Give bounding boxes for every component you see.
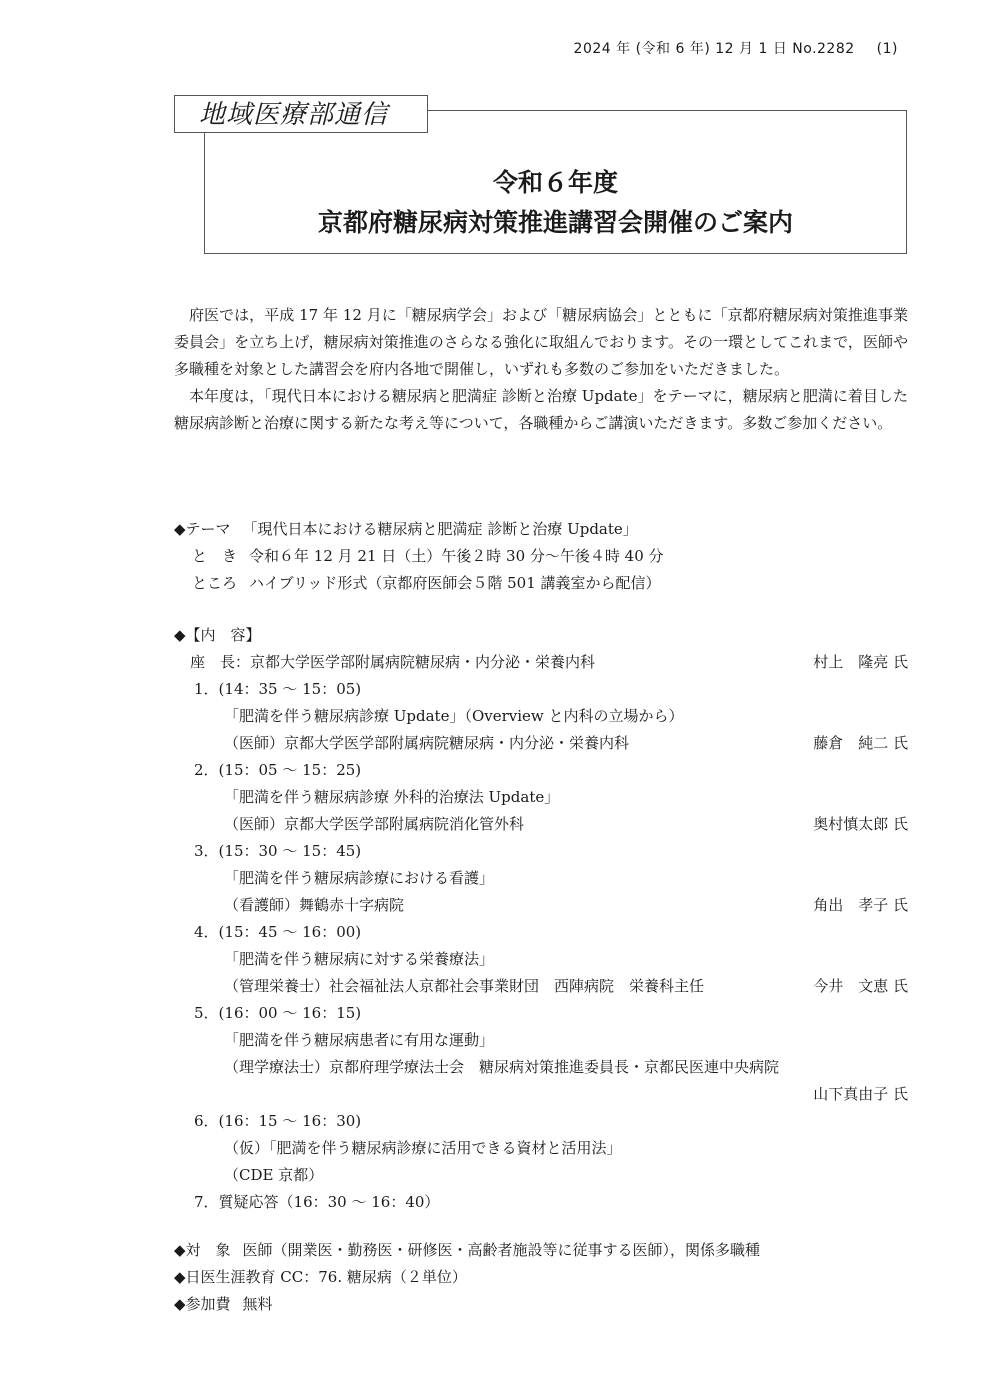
title-line-2: 京都府糖尿病対策推進講習会開催のご案内 <box>317 208 793 237</box>
item-time: 5．(16：00 ～ 16：15) <box>194 1004 362 1022</box>
item-topic: 「肥満を伴う糖尿病患者に有用な運動」 <box>224 1031 495 1049</box>
date-value: 令和６年 12 月 21 日（土）午後２時 30 分～午後４時 40 分 <box>249 547 664 565</box>
date-row <box>174 543 914 570</box>
target-label: ◆対 象 <box>174 1241 231 1259</box>
target-row <box>174 1237 914 1264</box>
qa-item: 7．質疑応答（16：30 ～ 16：40） <box>194 1193 440 1211</box>
theme-row <box>174 516 914 543</box>
item-speaker: 今井 文恵 氏 <box>813 977 908 995</box>
place-label: ところ <box>192 574 238 592</box>
chair-label: 座 長：京都大学医学部附属病院糖尿病・内分泌・栄養内科 <box>190 653 596 671</box>
target-value: 医師（開業医・勤務医・研修医・高齢者施設等に従事する医師），関係多職種 <box>242 1241 761 1259</box>
chair-name: 村上 隆亮 氏 <box>813 653 908 671</box>
item-affiliation: （CDE 京都） <box>224 1166 324 1184</box>
item-affiliation: （医師）京都大学医学部附属病院糖尿病・内分泌・栄養内科 <box>224 734 630 752</box>
item-topic: 「肥満を伴う糖尿病に対する栄養療法」 <box>224 950 495 968</box>
program-item-6 <box>174 1108 908 1189</box>
place-row <box>174 570 914 597</box>
date-label: と き <box>192 547 238 565</box>
page-number: (1) <box>876 41 898 57</box>
program-item-5 <box>174 1000 908 1108</box>
item-time: 6．(16：15 ～ 16：30) <box>194 1112 362 1130</box>
program-item-1 <box>174 676 908 757</box>
cc-row: ◆日医生涯教育 CC：76. 糖尿病（２単位） <box>174 1268 467 1286</box>
item-topic: 「肥満を伴う糖尿病診療 Update」（Overview と内科の立場から） <box>224 707 684 725</box>
item-affiliation: （医師）京都大学医学部附属病院消化管外科 <box>224 815 525 833</box>
footer-info <box>174 1237 914 1318</box>
item-time: 3．(15：30 ～ 15：45) <box>194 842 362 860</box>
fee-value: 無料 <box>242 1295 273 1313</box>
item-speaker-row <box>174 973 908 1000</box>
item-speaker-row <box>174 811 908 838</box>
item-speaker: 山下真由子 氏 <box>813 1085 908 1103</box>
item-time: 4．(15：45 ～ 16：00) <box>194 923 362 941</box>
item-speaker-row <box>174 730 908 757</box>
item-time: 1．(14：35 ～ 15：05) <box>194 680 362 698</box>
item-speaker: 藤倉 純二 氏 <box>813 734 908 752</box>
content-heading: ◆【内 容】 <box>174 626 261 644</box>
item-speaker-row <box>174 892 908 919</box>
issue-header <box>574 38 898 58</box>
fee-label: ◆参加費 <box>174 1295 231 1313</box>
fee-row <box>174 1291 914 1318</box>
program-content <box>174 622 908 1216</box>
intro-paragraph-2: 本年度は，「現代日本における糖尿病と肥満症 診断と治療 Update」をテーマに，糖尿病と肥満に着目した糖尿病診断と治療に関する新たな考え等について，各職種からご講演いただきます。多数ご参加ください。 <box>174 387 908 432</box>
item-speaker: 奥村慎太郎 氏 <box>813 815 908 833</box>
item-affiliation: （看護師）舞鶴赤十字病院 <box>224 896 405 914</box>
item-time: 2．(15：05 ～ 15：25) <box>194 761 362 779</box>
intro-paragraph-1: 府医では，平成 17 年 12 月に「糖尿病学会」および「糖尿病協会」とともに「京都府糖尿病対策推進事業委員会」を立ち上げ，糖尿病対策推進のさらなる強化に取組んでおります。その一環としてこれまで，医師や多職種を対象とした講習会を府内各地で開催し，いずれも多数のご参加をいただきました。 <box>174 306 908 378</box>
item-topic: 「肥満を伴う糖尿病診療における看護」 <box>224 869 495 887</box>
chair-row <box>174 649 908 676</box>
section-label: 地域医療部通信 <box>174 95 428 133</box>
item-affiliation: （管理栄養士）社会福祉法人京都社会事業財団 西陣病院 栄養科主任 <box>224 977 705 995</box>
theme-label: ◆テーマ <box>174 520 231 538</box>
theme-value: 「現代日本における糖尿病と肥満症 診断と治療 Update」 <box>242 520 638 538</box>
item-topic: （仮）「肥満を伴う糖尿病診療に活用できる資材と活用法」 <box>224 1139 622 1157</box>
title-line-1: 令和６年度 <box>492 168 618 197</box>
program-item-2 <box>174 757 908 838</box>
program-item-4 <box>174 919 908 1000</box>
program-item-3 <box>174 838 908 919</box>
item-speaker: 角出 孝子 氏 <box>813 896 908 914</box>
item-topic: 「肥満を伴う糖尿病診療 外科的治療法 Update」 <box>224 788 560 806</box>
issue-date: 2024 年 (令和 6 年) 12 月 1 日 No.2282 <box>573 41 855 57</box>
place-value: ハイブリッド形式（京都府医師会５階 501 講義室から配信） <box>249 574 661 592</box>
item-affiliation: （理学療法士）京都府理学療法士会 糖尿病対策推進委員長・京都民医連中央病院 <box>224 1058 780 1076</box>
event-info <box>174 516 914 597</box>
intro-text <box>174 302 908 437</box>
